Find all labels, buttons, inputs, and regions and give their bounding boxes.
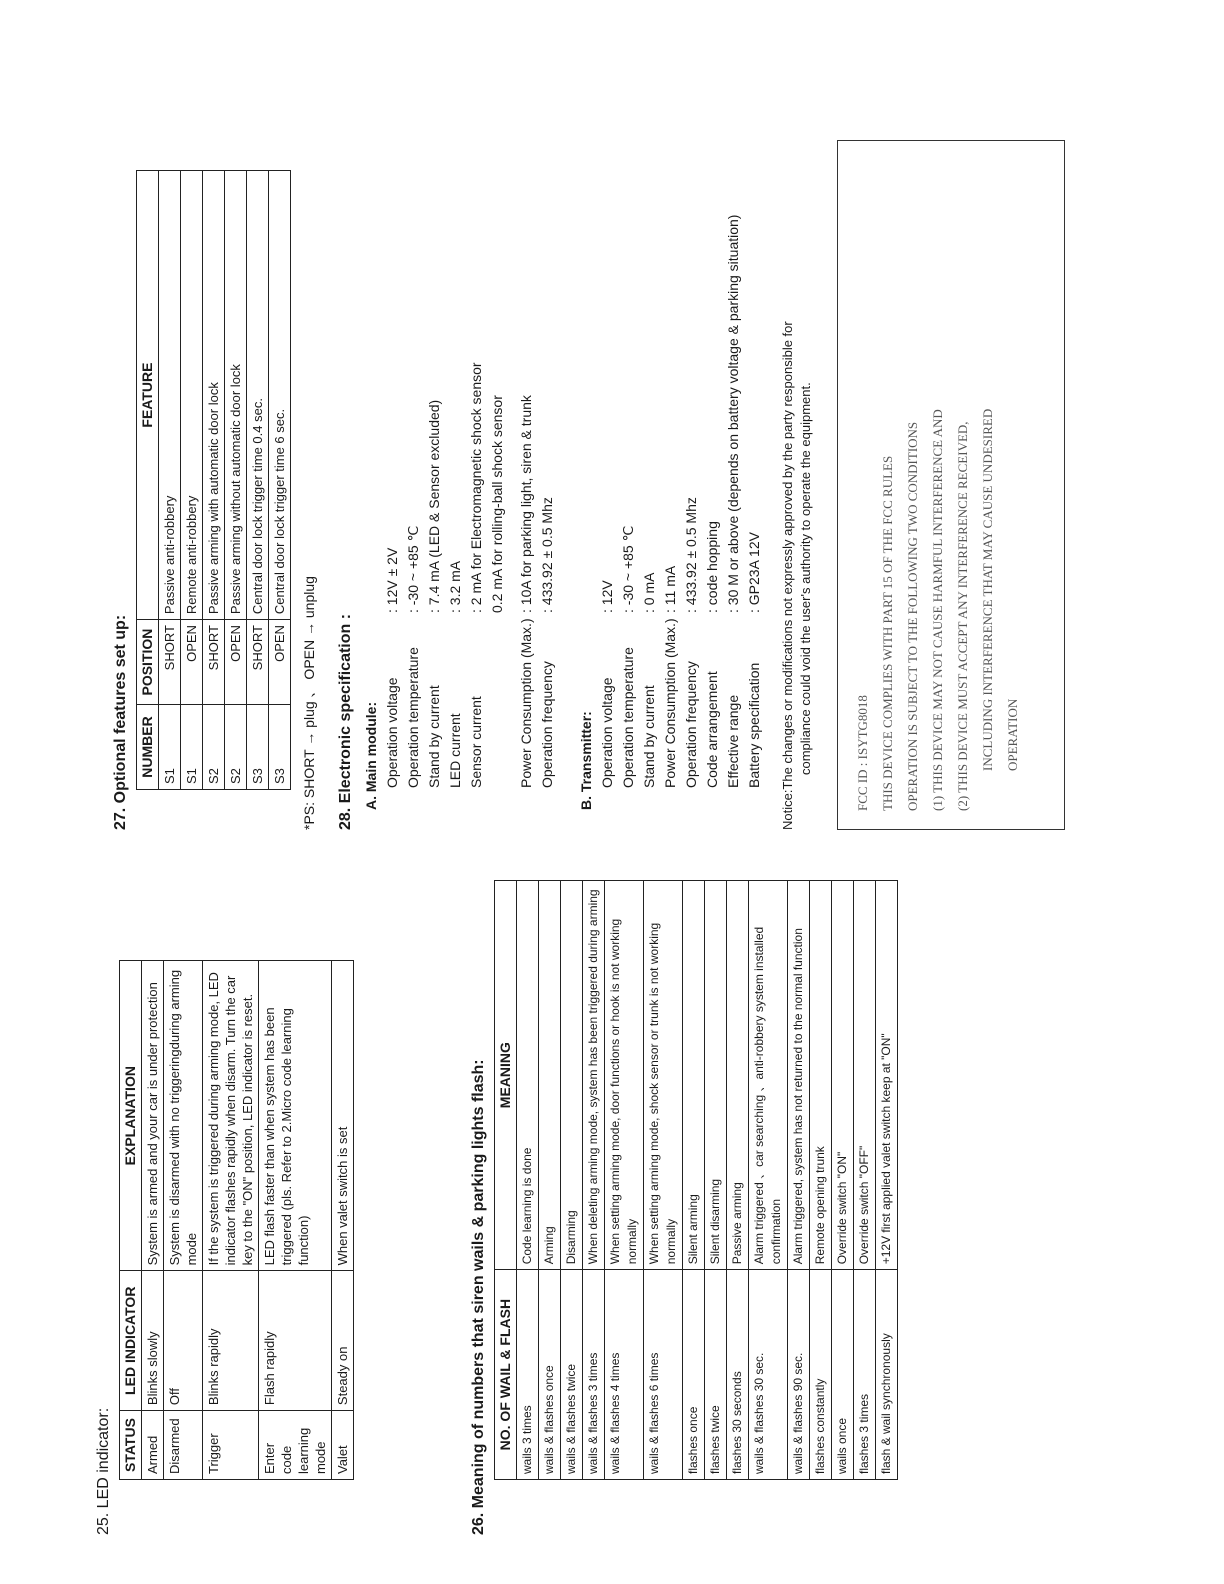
led-cell: Flash rapidly (259, 1271, 332, 1411)
table-row (749, 881, 788, 1480)
wail-count-cell: wails 3 times (517, 1270, 539, 1480)
table-row (644, 881, 683, 1480)
spec-key: Operation temperature (405, 647, 421, 788)
spec-row (424, 30, 445, 788)
spec-key: LED current (447, 713, 463, 788)
spec-key: Operation frequency (539, 661, 555, 788)
spec-key: Power Consumption (Max.) (662, 618, 678, 788)
position-cell: SHORT (247, 620, 269, 705)
wail-count-cell: flashes 3 times (854, 1270, 876, 1480)
spec-row (466, 30, 487, 788)
wail-count-cell: wails & flashes twice (561, 1270, 583, 1480)
main-module-spec (361, 30, 765, 810)
meaning-cell: Arming (539, 881, 561, 1270)
led-cell: Off (164, 1271, 203, 1411)
position-cell: OPEN (181, 620, 203, 705)
spec-row (681, 30, 702, 788)
feature-cell: Passive arming with automatic door lock (203, 171, 225, 620)
spec-key: Battery specification (746, 662, 762, 788)
wail-count-cell: flashes once (683, 1270, 705, 1480)
position-cell: OPEN (225, 620, 247, 705)
spec-value: : 30 M or above (depends on battery voltage & parking situation) (725, 214, 741, 613)
table-row (247, 171, 269, 790)
ps-note: *PS: SHORT → plug 、 OPEN → unplug (301, 576, 317, 830)
feature-cell: Passive anti-robbery (159, 171, 181, 620)
spec-row (744, 30, 765, 788)
fcc-line: OPERATION IS SUBJECT TO THE FOLLOWING TWO CONDITIONS (905, 421, 920, 811)
explanation-cell: System is disarmed with no triggeringduring arming mode (164, 961, 203, 1271)
spec-row (639, 30, 660, 788)
table-row (159, 171, 181, 790)
header-feature: FEATURE (137, 171, 159, 620)
feature-cell: Passive arming without automatic door lock (225, 171, 247, 620)
spec-row (403, 30, 424, 788)
spec-row (537, 30, 558, 788)
wail-count-cell: flashes constantly (810, 1270, 832, 1480)
wail-count-cell: wails & flashes 30 sec. (749, 1270, 788, 1480)
spec-key: Operation voltage (384, 677, 400, 788)
table-row (683, 881, 705, 1480)
header-led-indicator: LED INDICATOR (120, 1271, 142, 1411)
led-heading: 25. LED indicator: (95, 1407, 112, 1535)
number-cell: S2 (203, 705, 225, 790)
led-cell: Blinks rapidly (203, 1271, 259, 1411)
feature-cell: Remote anti-robbery (181, 171, 203, 620)
fcc-id: FCC ID : ISYTG8018 (855, 695, 870, 811)
table-row (164, 961, 203, 1480)
wail-count-cell: flashes twice (705, 1270, 727, 1480)
siren-heading: 26. Meaning of numbers that siren wails & parking lights flash: (470, 1059, 487, 1535)
fcc-compliance-box (837, 140, 1065, 830)
table-row (788, 881, 810, 1480)
spec-value: : 0 mA (641, 572, 657, 613)
feature-cell: Central door lock trigger time 6 sec. (269, 171, 291, 620)
meaning-cell: When setting arming mode, shock sensor or trunk is not working normally (644, 881, 683, 1270)
spec-value: : 12V (599, 580, 615, 613)
notice-line-1: Notice:The changes or modifications not expressly approved by the party responsible for (780, 321, 795, 830)
siren-meaning-table (494, 880, 898, 1480)
led-cell: Blinks slowly (142, 1271, 164, 1411)
transmitter-title: B. Transmitter: (578, 711, 594, 810)
fcc-line: (2) THIS DEVICE MUST ACCEPT ANY INTERFERENCE RECEIVED, (955, 421, 970, 811)
wail-count-cell: wails & flashes 6 times (644, 1270, 683, 1480)
explanation-cell: When valet switch is set (332, 961, 354, 1271)
number-cell: S1 (159, 705, 181, 790)
table-row (876, 881, 898, 1480)
spec-value: 0.2 mA for rolling-ball shock sensor (489, 395, 505, 613)
table-row (203, 961, 259, 1480)
header-position: POSITION (137, 620, 159, 705)
table-header-row (120, 961, 142, 1480)
led-cell: Steady on (332, 1271, 354, 1411)
feature-cell: Central door lock trigger time 0.4 sec. (247, 171, 269, 620)
number-cell: S3 (269, 705, 291, 790)
status-cell: Valet (332, 1411, 354, 1480)
spec-key (487, 613, 508, 788)
table-row (810, 881, 832, 1480)
number-cell: S1 (181, 705, 203, 790)
notice-line-2: compliance could void the user's authority to operate the equipment. (798, 382, 813, 775)
spec-key: Operation temperature (620, 647, 636, 788)
header-explanation: EXPLANATION (120, 961, 142, 1271)
table-row (203, 171, 225, 790)
electronic-heading: 28. Electronic specification : (337, 613, 354, 830)
meaning-cell: When setting arming mode, door functions or hook is not working normally (605, 881, 644, 1270)
fcc-line: THIS DEVICE COMPLIES WITH PART 15 OF THE FCC RULES (880, 455, 895, 811)
wail-count-cell: wails once (832, 1270, 854, 1480)
fcc-line: OPERATION (1005, 698, 1020, 771)
spec-value: : code hopping (704, 521, 720, 613)
meaning-cell: Silent arming (683, 881, 705, 1270)
meaning-cell: Override switch "ON" (832, 881, 854, 1270)
spec-key: Stand by current (426, 685, 442, 788)
table-row (727, 881, 749, 1480)
wail-count-cell: wails & flashes once (539, 1270, 561, 1480)
header-no-of-wail: NO. OF WAIL & FLASH (495, 1270, 517, 1480)
table-row (832, 881, 854, 1480)
spec-value: : GP23A 12V (746, 532, 762, 613)
led-indicator-table (119, 960, 354, 1480)
header-meaning: MEANING (495, 881, 517, 1270)
spec-value: : 7.4 mA (LED & Sensor excluded) (426, 399, 442, 613)
table-row (181, 171, 203, 790)
spec-key: Operation voltage (599, 677, 615, 788)
spec-value: : 433.92 ± 0.5 Mhz (683, 497, 699, 613)
status-cell: Trigger (203, 1411, 259, 1480)
table-row (854, 881, 876, 1480)
meaning-cell: Override switch "OFF" (854, 881, 876, 1270)
optional-features-table (136, 170, 291, 790)
table-row (259, 961, 332, 1480)
table-row (142, 961, 164, 1480)
spec-row (445, 30, 466, 788)
notice-text (779, 30, 815, 830)
wail-count-cell: wails & flashes 90 sec. (788, 1270, 810, 1480)
spec-value: : 3.2 mA (447, 560, 463, 613)
spec-key: Effective range (725, 694, 741, 788)
meaning-cell: Silent disarming (705, 881, 727, 1270)
wail-count-cell: flash & wail synchronously (876, 1270, 898, 1480)
spec-row (723, 30, 744, 788)
spec-value: : 2 mA for Electromagnetic shock sensor (468, 362, 484, 613)
table-row (332, 961, 354, 1480)
table-header-row (495, 881, 517, 1480)
explanation-cell: If the system is triggered during arming mode, LED indicator flashes rapidly when disarm. Turn the car key to the "ON" position, LED indicator is reset. (203, 961, 259, 1271)
spec-value: : 10A for parking light, siren & trunk (518, 395, 534, 613)
spec-row (618, 30, 639, 788)
spec-value: : -30 ~ +85 ℃ (620, 525, 636, 613)
status-cell: Armed (142, 1411, 164, 1480)
meaning-cell: +12V first applied valet switch keep at "ON" (876, 881, 898, 1270)
spec-row (702, 30, 723, 788)
meaning-cell: Code learning is done (517, 881, 539, 1270)
table-header-row (137, 171, 159, 790)
wail-count-cell: flashes 30 seconds (727, 1270, 749, 1480)
spec-row (516, 30, 537, 788)
table-row (539, 881, 561, 1480)
meaning-cell: Alarm triggered 、car searching 、anti-robbery system installed confirmation (749, 881, 788, 1270)
spec-row (487, 30, 508, 788)
meaning-cell: Remote opening trunk (810, 881, 832, 1270)
spec-row (382, 30, 403, 788)
meaning-cell: Passive arming (727, 881, 749, 1270)
explanation-cell: System is armed and your car is under protection (142, 961, 164, 1271)
number-cell: S3 (247, 705, 269, 790)
header-status: STATUS (120, 1411, 142, 1480)
table-row (269, 171, 291, 790)
position-cell: SHORT (159, 620, 181, 705)
meaning-cell: Disarming (561, 881, 583, 1270)
table-row (517, 881, 539, 1480)
wail-count-cell: wails & flashes 3 times (583, 1270, 605, 1480)
status-cell: Disarmed (164, 1411, 203, 1480)
spec-key: Code arrangement (704, 671, 720, 788)
main-module-title: A. Main module: (363, 701, 379, 810)
position-cell: SHORT (203, 620, 225, 705)
table-row (605, 881, 644, 1480)
spec-key: Operation frequency (683, 661, 699, 788)
spec-key: Stand by current (641, 685, 657, 788)
position-cell: OPEN (269, 620, 291, 705)
spec-value: : 433.92 ± 0.5 Mhz (539, 497, 555, 613)
table-row (225, 171, 247, 790)
meaning-cell: Alarm triggered, system has not returned to the normal function (788, 881, 810, 1270)
wail-count-cell: wails & flashes 4 times (605, 1270, 644, 1480)
number-cell: S2 (225, 705, 247, 790)
table-row (705, 881, 727, 1480)
spec-value: : 12V ± 2V (384, 547, 400, 613)
explanation-cell: LED flash faster than when system has been triggered (pls. Refer to 2.Micro code learning function) (259, 961, 332, 1271)
right-column (112, 30, 1020, 830)
optional-heading: 27. Optional features set up: (112, 614, 129, 830)
fcc-line: (1) THIS DEVICE MAY NOT CAUSE HARMFUL INTERFERENCE AND (930, 409, 945, 811)
spec-key: Sensor current (468, 696, 484, 788)
spec-row (597, 30, 618, 788)
spec-value: : -30 ~ +85 ℃ (405, 525, 421, 613)
fcc-line: INCLUDING INTERFERENCE THAT MAY CAUSE UNDESIRED (980, 408, 995, 771)
table-row (561, 881, 583, 1480)
spec-key: Power Consumption (Max.) (518, 618, 534, 788)
spec-value: : 11 mA (662, 565, 678, 613)
header-number: NUMBER (137, 705, 159, 790)
status-cell: Enter code learning mode (259, 1411, 332, 1480)
table-row (583, 881, 605, 1480)
meaning-cell: When deleting arming mode, system has been triggered during arming (583, 881, 605, 1270)
spec-row (660, 30, 681, 788)
